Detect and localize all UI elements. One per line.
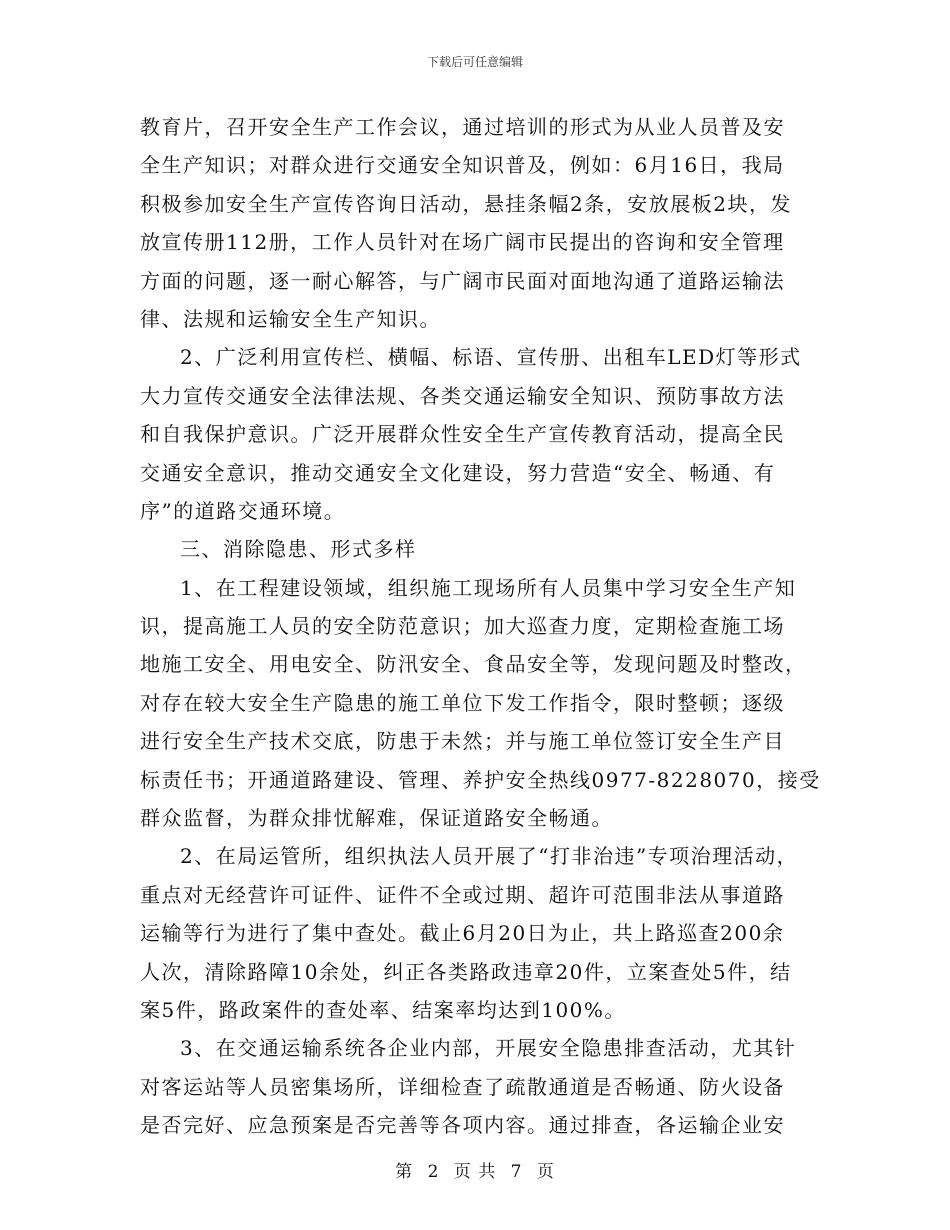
text-line: 全生产知识；对群众进行交通安全知识普及，例如：6月16日，我局 bbox=[140, 153, 785, 178]
text-line: 标责任书；开通道路建设、管理、养护安全热线0977-8228070，接受 bbox=[140, 767, 821, 792]
page-footer bbox=[0, 1157, 950, 1182]
section-heading: 三、消除隐患、形式多样 bbox=[180, 537, 417, 562]
text-line: 运输等行为进行了集中查处。截止6月20日为止，共上路巡查200余 bbox=[140, 921, 785, 946]
paragraph-start-line: 3、在交通运输系统各企业内部，开展安全隐患排查活动，尤其针 bbox=[180, 1036, 797, 1061]
document-body bbox=[140, 108, 820, 1145]
footer-mid: 页 共 bbox=[453, 1162, 497, 1182]
text-line: 对客运站等人员密集场所，详细检查了疏散通道是否畅通、防火设备 bbox=[140, 1074, 785, 1099]
text-line: 方面的问题，逐一耐心解答，与广阔市民面对面地沟通了道路运输法 bbox=[140, 268, 785, 293]
paragraph-start-line: 2、广泛利用宣传栏、横幅、标语、宣传册、出租车LED灯等形式 bbox=[180, 345, 802, 370]
page-number: 2 bbox=[427, 1162, 440, 1182]
text-line: 人次，清除路障10余处，纠正各类路政违章20件，立案查处5件，结 bbox=[140, 959, 792, 984]
text-line: 放宣传册112册，工作人员针对在场广阔市民提出的咨询和安全管理 bbox=[140, 230, 785, 255]
text-line: 教育片，召开安全生产工作会议，通过培训的形式为从业人员普及安 bbox=[140, 115, 785, 139]
text-line: 大力宣传交通安全法律法规、各类交通运输安全知识、预防事故方法 bbox=[140, 383, 785, 408]
text-line: 重点对无经营许可证件、证件不全或过期、超许可范围非法从事道路 bbox=[140, 882, 785, 907]
paragraph-start-line: 2、在局运管所，组织执法人员开展了“打非治违”专项治理活动， bbox=[180, 844, 799, 869]
text-line: 进行安全生产技术交底，防患于未然；并与施工单位签订安全生产目 bbox=[140, 729, 785, 754]
text-line: 地施工安全、用电安全、防汛安全、食品安全等，发现问题及时整改， bbox=[140, 652, 807, 677]
footer-suffix: 页 bbox=[536, 1162, 555, 1182]
text-line: 案5件，路政案件的查处率、结案率均达到100%。 bbox=[140, 997, 626, 1022]
page-header: 下载后可任意编辑 bbox=[426, 55, 523, 69]
text-line: 律、法规和运输安全生产知识。 bbox=[140, 306, 441, 331]
footer-prefix: 第 bbox=[395, 1162, 414, 1182]
text-line: 积极参加安全生产宣传咨询日活动，悬挂条幅2条，安放展板2块，发 bbox=[140, 191, 792, 216]
text-line: 群众监督，为群众排忧解难，保证道路安全畅通。 bbox=[140, 806, 613, 831]
text-line: 序”的道路交通环境。 bbox=[140, 498, 346, 523]
text-line: 和自我保护意识。广泛开展群众性安全生产宣传教育活动，提高全民 bbox=[140, 422, 785, 447]
text-line: 交通安全意识，推动交通安全文化建设，努力营造“安全、畅通、有 bbox=[140, 460, 776, 485]
text-line: 识，提高施工人员的安全防范意识；加大巡查力度，定期检查施工场 bbox=[140, 614, 785, 639]
text-line: 对存在较大安全生产隐患的施工单位下发工作指令，限时整顿；逐级 bbox=[140, 690, 785, 715]
text-line: 是否完好、应急预案是否完善等各项内容。通过排查，各运输企业安 bbox=[140, 1113, 785, 1138]
paragraph-start-line: 1、在工程建设领域，组织施工现场所有人员集中学习安全生产知 bbox=[180, 575, 797, 600]
total-pages: 7 bbox=[510, 1162, 523, 1182]
